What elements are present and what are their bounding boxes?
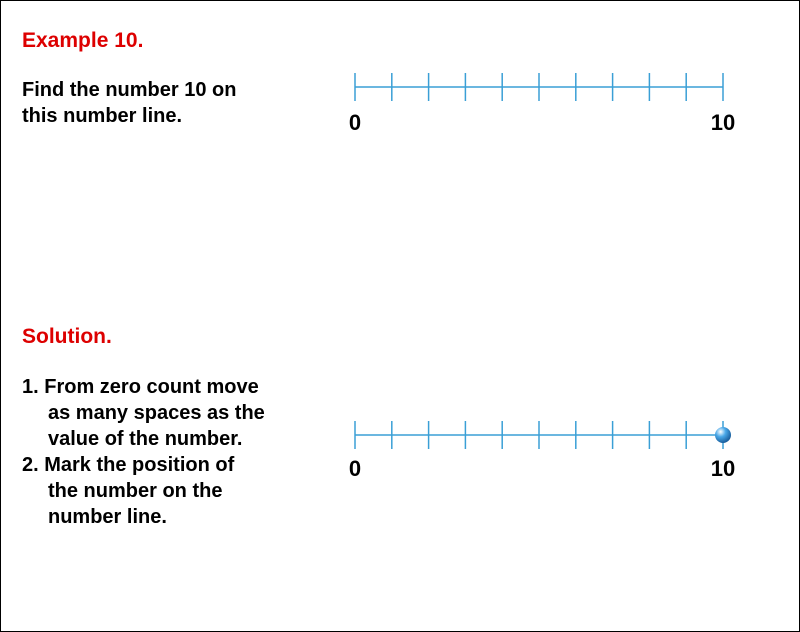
prompt-line: Find the number 10 on [22, 79, 237, 101]
solution-steps [22, 374, 265, 530]
step-line: number line. [48, 506, 167, 528]
number-line-svg [355, 419, 723, 453]
start-label: 0 [348, 110, 362, 135]
start-label: 0 [348, 456, 362, 481]
solution-heading: Solution. [22, 325, 112, 348]
solution-step-1 [22, 374, 265, 452]
number-line-solution [348, 419, 736, 489]
step-line: 2. Mark the position of [22, 454, 235, 476]
prompt-line: this number line. [22, 105, 183, 127]
step-line: as many spaces as the [48, 402, 265, 424]
step-line: 1. From zero count move [22, 376, 259, 398]
example-heading: Example 10. [22, 29, 144, 52]
step-line: the number on the [48, 480, 223, 502]
marked-point [715, 427, 731, 443]
solution-step-2 [22, 452, 265, 530]
step-line: value of the number. [48, 428, 243, 450]
number-line-example [348, 71, 736, 141]
end-label: 10 [710, 456, 736, 481]
number-line-svg [355, 71, 723, 105]
example-prompt [22, 77, 236, 129]
end-label: 10 [710, 110, 736, 135]
